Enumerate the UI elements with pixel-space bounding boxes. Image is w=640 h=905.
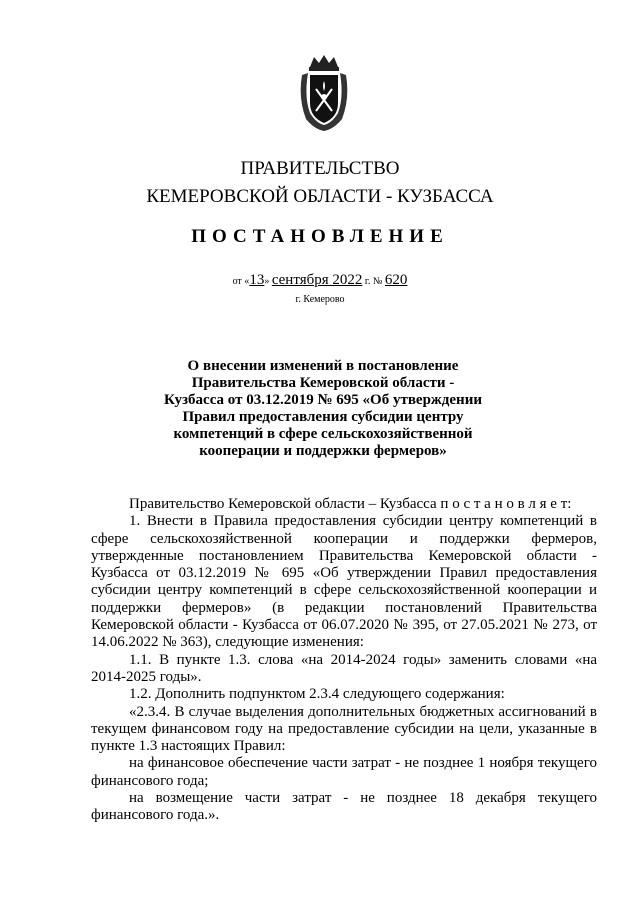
date-prefix: от « [232, 276, 250, 287]
coat-of-arms-icon [296, 53, 352, 133]
paragraph-item-1-2: 1.2. Дополнить подпунктом 2.3.4 следующего содержания: [129, 686, 505, 703]
paragraph-financing: на финансовое обеспечение части затрат - не позднее 1 ноября текущего финансового года; [91, 755, 597, 789]
document-type-title: ПОСТАНОВЛЕНИЕ [191, 226, 449, 247]
city-name: г. Кемерово [295, 294, 345, 305]
date-day: 13 [249, 272, 265, 288]
government-name-line2: КЕМЕРОВСКОЙ ОБЛАСТИ - КУЗБАССА [146, 186, 494, 207]
document-body [91, 496, 597, 825]
paragraph-item-1: 1. Внести в Правила предоставления субсидии центру компетенций в сфере сельскохозяйственной кооперации и поддержки фермеров, утвержденные постановлением Правительства Кемеровской области - Кузбасса от 03.12.2019 № 695 «Об утверждении Правил предоставления субсидии центру компетенций в сфере сельскохозяйственной кооперации и поддержки фермеров» (в редакции постановлений Правительства Кемеровской области - Кузбасса от 06.07.2020 № 395, от 27.05.2021 № 273, от 14.06.2022 № 363), следующие изменения: [91, 513, 597, 651]
date-line [0, 272, 640, 289]
paragraph-item-2-3-4: «2.3.4. В случае выделения дополнительных бюджетных ассигнований в текущем финансовом году на предоставление субсидии на цели, указанные в пункте 1.3 настоящих Правил: [91, 703, 597, 755]
government-name-line1: ПРАВИТЕЛЬСТВО [240, 158, 400, 179]
number-label: № [372, 276, 383, 287]
date-quote-close: » [264, 276, 270, 287]
paragraph-reimbursement: на возмещение части затрат - не позднее 18 декабря текущего финансового года.». [91, 790, 597, 824]
paragraph-item-1-1: 1.1. В пункте 1.3. слова «на 2014-2024 годы» заменить словами «на 2014-2025 годы». [91, 651, 597, 685]
date-month-year: сентября 2022 [271, 272, 363, 288]
document-number: 620 [384, 272, 408, 288]
paragraph-resolve: Правительство Кемеровской области – Кузбасса п о с т а н о в л я е т: [129, 496, 572, 512]
document-subject: О внесении изменений в постановление Правительства Кемеровской области - Кузбасса от 03.12.2019 № 695 «Об утверждении Правил предоставления субсидии центру компетенций в сфере сельскохозяйственной кооперации и поддержки фермеров» [164, 358, 482, 459]
date-year-suffix: г. [364, 276, 371, 287]
